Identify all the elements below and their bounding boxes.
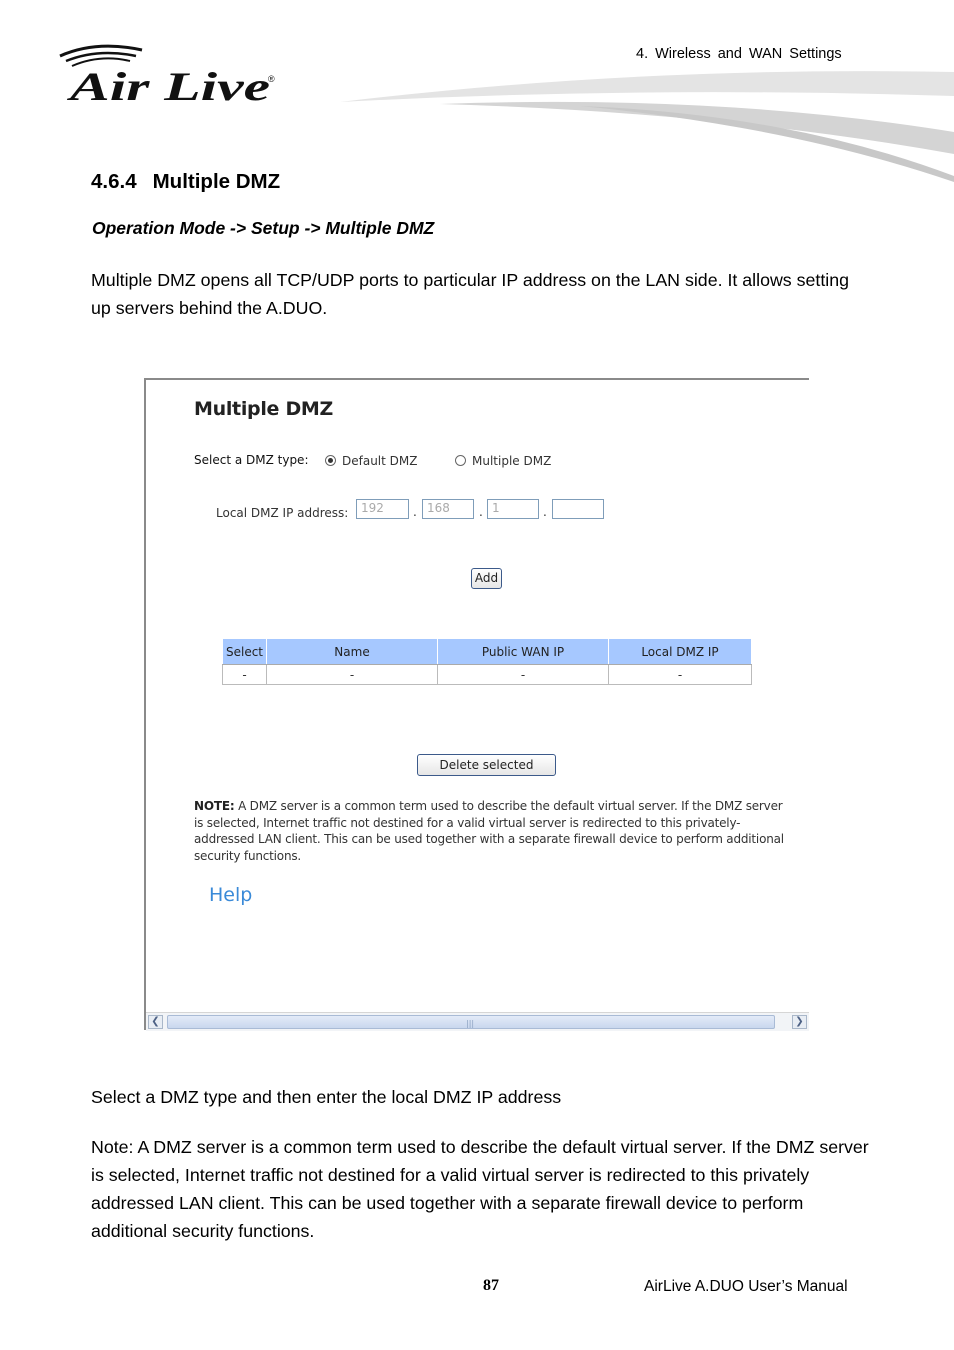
table-cell: - xyxy=(223,665,267,685)
note-label: NOTE: xyxy=(194,799,235,813)
ip-octet-4-input[interactable] xyxy=(552,499,604,519)
ip-separator: . xyxy=(413,505,417,519)
ip-octet-3-input[interactable]: 1 xyxy=(487,499,539,519)
manual-title: AirLive A.DUO User’s Manual xyxy=(644,1278,848,1295)
local-dmz-ip-label: Local DMZ IP address: xyxy=(216,506,349,520)
svg-text:®: ® xyxy=(268,74,275,84)
scroll-left-arrow-icon[interactable]: ❮ xyxy=(148,1015,163,1029)
menu-path: Operation Mode -> Setup -> Multiple DMZ xyxy=(92,218,435,238)
column-header-select: Select xyxy=(223,639,267,665)
delete-selected-button[interactable]: Delete selected xyxy=(417,754,556,776)
multiple-dmz-radio[interactable] xyxy=(455,455,466,466)
airlive-logo xyxy=(56,42,281,110)
svg-text:Air Live: Air Live xyxy=(65,64,270,109)
ip-separator: . xyxy=(543,505,547,519)
note-paragraph: Note: A DMZ server is a common term used to describe the default virtual server. If the DMZ server is selected, Internet traffic not destined for a valid virtual server is redirected to this privately addressed LAN client. This can be used together with a separate firewall device to perform additional security functions. xyxy=(91,1137,869,1241)
note-text: A DMZ server is a common term used to describe the default virtual server. If the DMZ server is selected, Internet traffic not destined for a valid virtual server is redirected to this privately-addressed LAN client. This can be used together with a separate firewall device to perform additional security functions. xyxy=(194,799,784,863)
chapter-heading: 4. Wireless and WAN Settings xyxy=(636,46,842,62)
page-number: 87 xyxy=(483,1277,499,1294)
column-header-public-wan-ip: Public WAN IP xyxy=(438,639,609,665)
ip-separator: . xyxy=(479,505,483,519)
header-swoosh-decoration xyxy=(340,66,954,182)
instruction-paragraph: Select a DMZ type and then enter the local DMZ IP address xyxy=(91,1087,562,1107)
table-cell: - xyxy=(267,665,438,685)
multiple-dmz-screenshot xyxy=(144,378,809,1030)
multiple-dmz-label[interactable]: Multiple DMZ xyxy=(472,454,552,468)
ip-octet-2-input[interactable]: 168 xyxy=(422,499,474,519)
default-dmz-label[interactable]: Default DMZ xyxy=(342,454,418,468)
scroll-right-arrow-icon[interactable]: ❯ xyxy=(792,1015,807,1029)
table-cell: - xyxy=(609,665,752,685)
section-number: 4.6.4 xyxy=(91,170,137,193)
section-heading xyxy=(91,170,280,194)
table-cell: - xyxy=(438,665,609,685)
ip-octet-1-input[interactable]: 192 xyxy=(356,499,409,519)
dmz-table xyxy=(222,638,752,685)
column-header-name: Name xyxy=(267,639,438,665)
scrollbar-grip-icon: ||| xyxy=(466,1019,475,1028)
dmz-type-label: Select a DMZ type: xyxy=(194,453,309,467)
default-dmz-radio[interactable] xyxy=(325,455,336,466)
intro-paragraph: Multiple DMZ opens all TCP/UDP ports to particular IP address on the LAN side. It allows setting up servers behind the A.DUO. xyxy=(91,270,850,318)
screenshot-title: Multiple DMZ xyxy=(194,398,334,420)
section-title: Multiple DMZ xyxy=(152,170,281,193)
column-header-local-dmz-ip: Local DMZ IP xyxy=(609,639,752,665)
dmz-note xyxy=(194,798,784,864)
horizontal-scrollbar[interactable] xyxy=(146,1012,809,1031)
help-link[interactable]: Help xyxy=(209,884,253,906)
table-row xyxy=(223,665,752,685)
scrollbar-thumb[interactable] xyxy=(167,1015,775,1029)
add-button[interactable]: Add xyxy=(471,568,502,589)
